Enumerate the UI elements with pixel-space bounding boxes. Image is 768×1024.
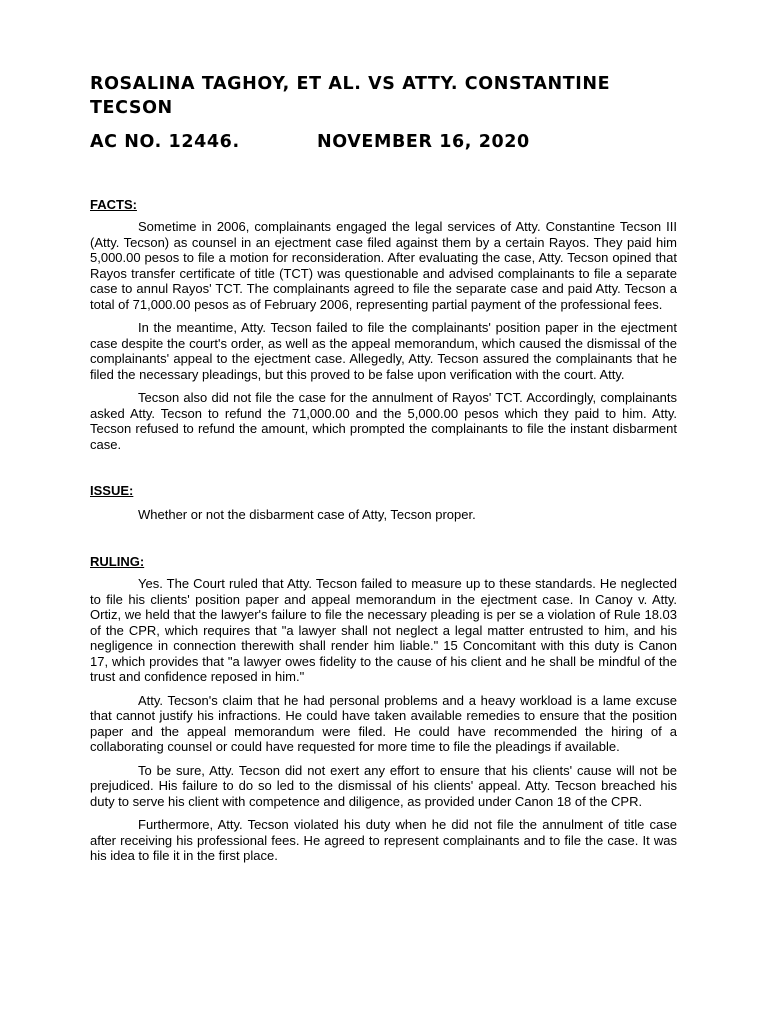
ruling-paragraph-4: Furthermore, Atty. Tecson violated his duty when he did not file the annulment of title case after receiving his professional fees. He agreed to represent complainants and to file the case. It was his idea to file it in the first place. xyxy=(90,817,677,863)
facts-paragraph-2: In the meantime, Atty. Tecson failed to file the complainants' position paper in the ejectment case despite the court's order, as well as the appeal memorandum, which caused the dismissal of the complainants' appeal to the ejectment case. Allegedly, Atty. Tecson assured the complainants that he filed the necessary pleadings, but this proved to be false upon verification with the court. Atty. xyxy=(90,320,677,382)
facts-section xyxy=(90,197,677,452)
case-number: AC NO. 12446. xyxy=(90,132,240,152)
ruling-paragraph-2: Atty. Tecson's claim that he had personal problems and a heavy workload is a lame excuse that cannot justify his infractions. He could have taken available remedies to ensure that the position paper and the appeal memorandum were filed. He could have recommended the hiring of a collaborating counsel or could have requested for more time to file the pleadings if available. xyxy=(90,692,677,754)
ruling-section xyxy=(90,554,677,864)
ruling-paragraph-3: To be sure, Atty. Tecson did not exert any effort to ensure that his clients' cause will not be prejudiced. His failure to do so led to the dismissal of his clients' appeal. Atty. Tecson breached his duty to serve his client with competence and diligence, as provided under Canon 18 of the CPR. xyxy=(90,762,677,809)
facts-paragraph-3: Tecson also did not file the case for the annulment of Rayos' TCT. Accordingly, complainants asked Atty. Tecson to refund the 71,000.00 and the 5,000.00 pesos which they paid to him. Atty. Tecson refused to refund the amount, which prompted the complainants to file the instant disbarment case. xyxy=(90,390,677,452)
document-page xyxy=(90,72,677,864)
ruling-heading: RULING: xyxy=(90,554,145,569)
facts-paragraph-1: Sometime in 2006, complainants engaged the legal services of Atty. Constantine Tecson III (Atty. Tecson) as counsel in an ejectment case filed against them by a certain Rayos. They paid him 5,000.00 pesos to file a motion for reconsideration. After evaluating the case, Atty. Tecson opined that Rayos transfer certificate of title (TCT) was questionable and advised complainants to file a separate case to annul Rayos' TCT. The complainants agreed to file the separate case and paid Atty. Tecson a total of 71,000.00 pesos as of February 2006, representing partial payment of the professional fees. xyxy=(90,219,677,312)
case-info-line xyxy=(90,130,677,154)
issue-text: Whether or not the disbarment case of Atty, Tecson proper. xyxy=(138,507,476,522)
case-date: NOVEMBER 16, 2020 xyxy=(317,132,530,152)
case-title: ROSALINA TAGHOY, ET AL. VS ATTY. CONSTANTINE TECSON xyxy=(90,74,611,118)
ruling-paragraph-1: Yes. The Court ruled that Atty. Tecson failed to measure up to these standards. He neglected to file his clients' position paper and appeal memorandum in the ejectment case. In Canoy v. Atty. Ortiz, we held that the lawyer's failure to file the necessary pleading is per se a violation of Rule 18.03 of the CPR, which requires that "a lawyer shall not neglect a legal matter entrusted to him, and his negligence in connection therewith shall render him liable." 15 Concomitant with this duty is Canon 17, which provides that "a lawyer owes fidelity to the cause of his client and he shall be mindful of the trust and confidence reposed in him." xyxy=(90,576,677,684)
issue-section xyxy=(90,483,677,523)
issue-heading: ISSUE: xyxy=(90,483,134,498)
facts-heading: FACTS: xyxy=(90,197,137,212)
